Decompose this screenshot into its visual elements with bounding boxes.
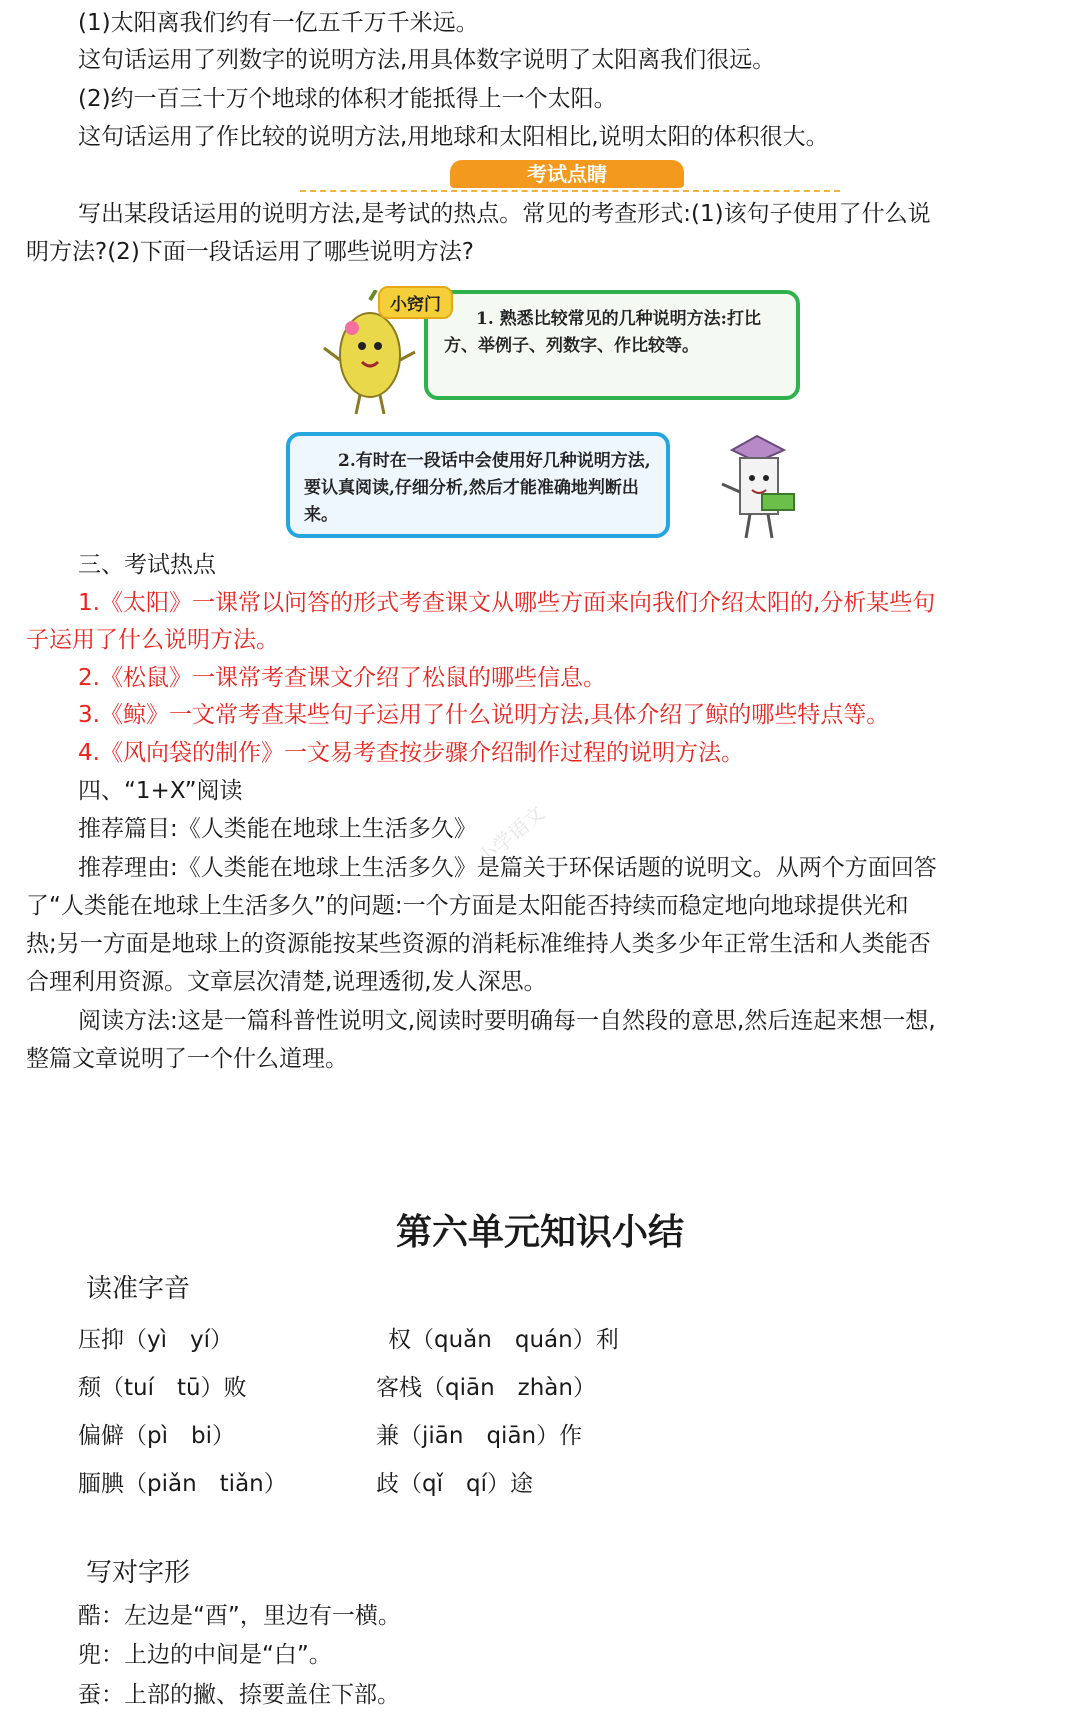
- dashed-divider: [300, 190, 840, 192]
- character-form-heading: 写对字形: [86, 1558, 191, 1588]
- pronunciation-item: 歧（qǐ qí）途: [376, 1471, 533, 1497]
- reading-method-line-1: 阅读方法:这是一篇科普性说明文,阅读时要明确每一自然段的意思,然后连起来想一想,: [78, 1008, 936, 1034]
- pronunciation-item: 压抑（yì yí）: [78, 1327, 234, 1353]
- character-form-item: 兜：上边的中间是“白”。: [78, 1642, 332, 1668]
- tip-bubble-2: [286, 432, 670, 538]
- tip-tag: 小窍门: [378, 286, 453, 319]
- exam-focus-text-line-2: 明方法?(2)下面一段话运用了哪些说明方法?: [26, 239, 474, 265]
- reading-recommended-title: 推荐篇目:《人类能在地球上生活多久》: [78, 816, 477, 842]
- watermark: 小学语文: [472, 800, 550, 871]
- example-sentence-1: (1)太阳离我们约有一亿五千万千米远。: [78, 10, 479, 36]
- reading-reason-line-1: 推荐理由:《人类能在地球上生活多久》是篇关于环保话题的说明文。从两个方面回答: [78, 855, 937, 881]
- pronunciation-item: 颓（tuí tū）败: [78, 1375, 247, 1401]
- pronunciation-item: 偏僻（pì bi）: [78, 1423, 235, 1449]
- pronunciation-heading: 读准字音: [86, 1274, 191, 1304]
- character-form-item: 蚕：上部的撇、捺要盖住下部。: [78, 1682, 400, 1708]
- tip-bubble-1: [424, 290, 800, 400]
- hotspot-item-2: 2.《松鼠》一课常考查课文介绍了松鼠的哪些信息。: [78, 665, 606, 691]
- character-form-item: 酷：左边是“酉”，里边有一横。: [78, 1603, 401, 1629]
- example-sentence-2: (2)约一百三十万个地球的体积才能抵得上一个太阳。: [78, 86, 617, 112]
- exam-focus-text-line-1: 写出某段话运用的说明方法,是考试的热点。常见的考查形式:(1)该句子使用了什么说: [78, 201, 931, 227]
- pronunciation-item: 腼腆（piǎn tiǎn）: [78, 1471, 287, 1497]
- tip-1-text: 1. 熟悉比较常见的几种说明方法:打比方、举例子、列数字、作比较等。: [444, 309, 761, 356]
- hotspots-heading: 三、考试热点: [78, 552, 216, 578]
- pronunciation-item: 权（quǎn quán）利: [388, 1327, 619, 1353]
- reading-reason-line-4: 合理利用资源。文章层次清楚,说理透彻,发人深思。: [26, 969, 547, 995]
- exam-focus-badge: 考试点睛: [450, 160, 684, 188]
- reading-reason-line-2: 了“人类能在地球上生活多久”的问题:一个方面是太阳能否持续而稳定地向地球提供光和: [26, 893, 909, 919]
- reading-heading: 四、“1+X”阅读: [78, 778, 243, 804]
- pronunciation-item: 客栈（qiān zhàn）: [376, 1375, 596, 1401]
- summary-title: 第六单元知识小结: [395, 1212, 684, 1253]
- book-mascot-icon: [712, 432, 802, 547]
- exam-focus-header: [300, 160, 840, 192]
- tip-2-text: 2.有时在一段话中会使用好几种说明方法,要认真阅读,仔细分析,然后才能准确地判断出来。: [304, 451, 651, 525]
- hotspot-item-3: 3.《鲸》一文常考查某些句子运用了什么说明方法,具体介绍了鲸的哪些特点等。: [78, 702, 890, 728]
- example-analysis-1: 这句话运用了列数字的说明方法,用具体数字说明了太阳离我们很远。: [78, 47, 776, 73]
- reading-reason-line-3: 热;另一方面是地球上的资源能按某些资源的消耗标准维持人类多少年正常生活和人类能否: [26, 931, 931, 957]
- pronunciation-item: 兼（jiān qiān）作: [376, 1423, 583, 1449]
- example-analysis-2: 这句话运用了作比较的说明方法,用地球和太阳相比,说明太阳的体积很大。: [78, 124, 829, 150]
- hotspot-item-4: 4.《风向袋的制作》一文易考查按步骤介绍制作过程的说明方法。: [78, 740, 744, 766]
- hotspot-item-1-line-2: 子运用了什么说明方法。: [26, 627, 279, 653]
- hotspot-item-1-line-1: 1.《太阳》一课常以问答的形式考查课文从哪些方面来向我们介绍太阳的,分析某些句: [78, 590, 936, 616]
- reading-method-line-2: 整篇文章说明了一个什么道理。: [26, 1046, 348, 1072]
